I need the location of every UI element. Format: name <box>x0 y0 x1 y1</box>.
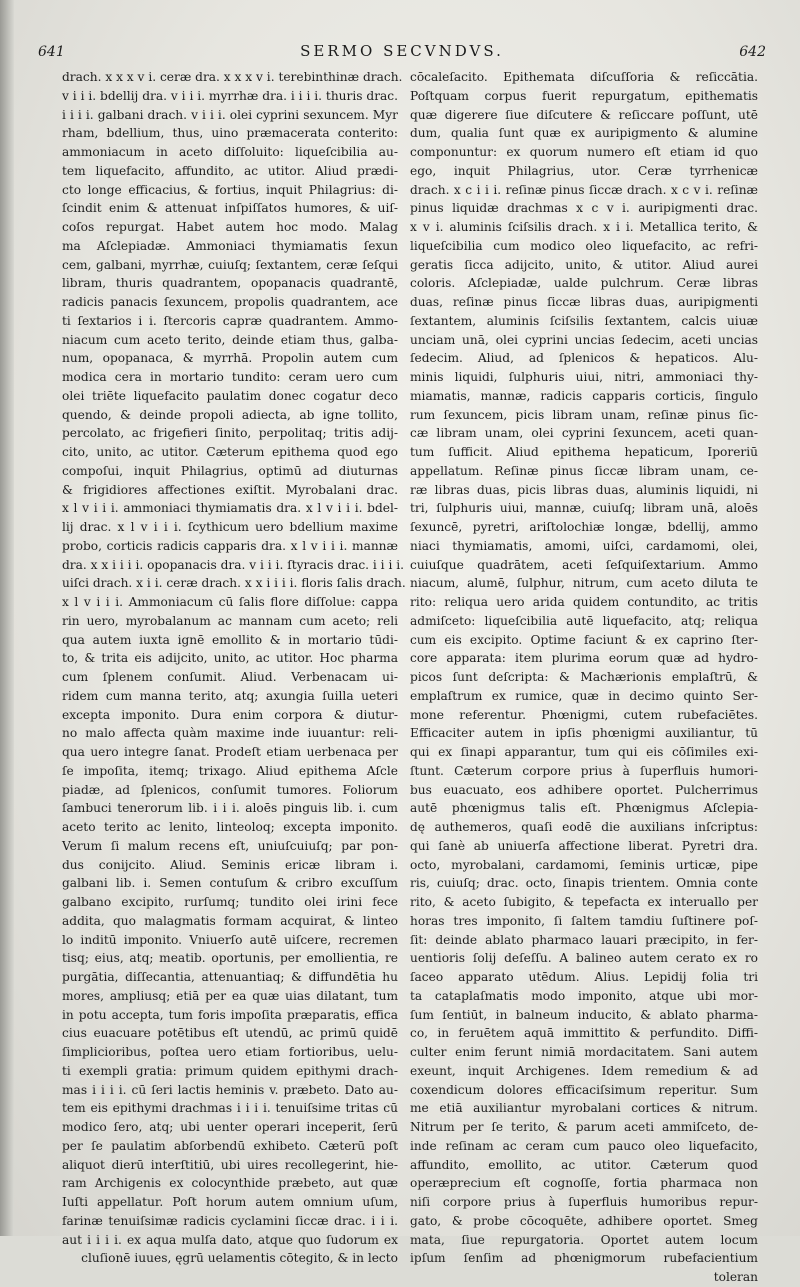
text-line: toleran <box>713 1270 758 1284</box>
text-line: aut i i i i. ex aqua mulſa dato, atque quo ſudorum ex <box>62 1232 398 1247</box>
text-line: ſextantem, aluminis ſciſsilis ſextantem, calcis uiuæ <box>410 313 758 328</box>
text-line: core apparata: item plurima eorum quæ ad hydro- <box>410 651 758 666</box>
text-line: ſum ſentiūt, in balneum inducito, & ablato pharma- <box>410 1007 758 1022</box>
text-line: i i i i. galbani drach. v i i i. olei cyprini sexuncem. Myr <box>62 107 398 122</box>
text-line: purgātia, diſſecantia, attenuantiaq; & diffundētia hu <box>62 970 398 984</box>
text-line: lo inditū imponito. Vniuerſo autē uiſcere, recremen <box>62 932 398 947</box>
text-line: culter enim ferunt nimiā mordacitatem. Sani autem <box>410 1045 758 1059</box>
text-line: dus conijcito. Aliud. Seminis ericæ libram i. <box>62 857 398 872</box>
running-header <box>38 42 766 66</box>
text-line: tum ſufficit. Aliud epithema hepaticum, Iporeriū <box>410 445 758 459</box>
text-line: excepta imponito. Dura enim corpora & diutur- <box>62 707 398 722</box>
text-line: addita, quo malagmatis formam acquirat, & linteo <box>62 913 398 928</box>
text-line: Iuſti appellatur. Poſt horum autem omnium uſum, <box>62 1195 398 1209</box>
text-line: cto longe efficacius, & fortius, inquit Philagrius: di- <box>62 182 398 197</box>
text-line: aceto terito ac lenito, linteoloq; excepta imponito. <box>62 820 398 834</box>
text-line: co, in feruētem aquā immittito & perfundito. Diffi- <box>410 1026 758 1041</box>
page-number-right: 642 <box>739 44 766 60</box>
text-line: niaci thymiamatis, amomi, uiſci, cardamomi, olei, <box>410 538 758 553</box>
text-line: dum, qualia ſunt quæ ex auripigmento & alumine <box>410 126 758 141</box>
text-line: operæprecium eſt cognoſſe, fortia pharmaca non <box>410 1176 758 1191</box>
text-line: cluſionē iuues, ęgrū uelamentis cōtegito, & in lecto <box>81 1251 398 1266</box>
text-line: x l v i i i. ammoniaci thymiamatis dra. x l v i i i. bdel- <box>62 501 398 516</box>
text-line: Efficaciter autem in ipſis phœnigmi auxiliantur, tū <box>410 726 758 741</box>
running-title: SERMO SECVNDVS. <box>300 42 504 60</box>
text-line: emplaſtrum ex rumice, quæ in decimo quinto Ser- <box>410 688 758 703</box>
text-line: coſos repurgat. Habet autem hoc modo. Malag <box>62 220 398 234</box>
text-line: radicis panacis ſexuncem, propolis quadrantem, ace <box>62 295 398 309</box>
text-line: geratis ſicca adijcito, unito, & utitor. Aliud aurei <box>410 257 758 272</box>
text-line: ammoniacum in aceto diſſoluito: liqueſcibilia au- <box>62 145 398 159</box>
text-line: me etiā auxiliantur myrobalani cortices & nitrum. <box>410 1101 758 1116</box>
text-line: mone referentur. Phœnigmi, cutem rubefaciētes. <box>410 707 758 722</box>
text-line: ma Aſclepiadæ. Ammoniaci thymiamatis ſexun <box>62 238 398 253</box>
text-line: tri, ſulphuris uiui, mannæ, cuiuſq; libram unā, aloēs <box>410 501 758 516</box>
text-line: drach. x x x v i. ceræ dra. x x x v i. terebinthinæ drach. <box>62 70 403 84</box>
text-line: qui ex ſinapi apparantur, tum qui eis cōſimiles exi- <box>410 745 758 759</box>
text-line: farinæ tenuiſsimæ radicis cyclamini ſiccæ drac. i i i. <box>62 1213 398 1228</box>
text-line: tisq; eius, atq; meatib. oportunis, per emollientia, re <box>62 951 398 966</box>
text-line: cito, unito, ac utitor. Cæterum epithema quod ego <box>62 445 398 459</box>
text-line: quæ digerere ſiue diſcutere & reſiccare poſſunt, utē <box>410 107 758 122</box>
text-line: cuiuſque quadrātem, aceti ſeſquiſextarium. Ammo <box>410 557 758 572</box>
text-line: exeunt, inquit Archigenes. Idem remedium & ad <box>410 1063 758 1078</box>
text-line: cius euacuare potētibus eſt utendū, ac primū quidē <box>62 1026 398 1041</box>
text-line: percolato, ac frigefieri ſinito, perpolitaq; tritis adij- <box>62 426 398 441</box>
text-line: uiſci drach. x i i. ceræ drach. x x i i i i. floris ſalis drach. <box>62 576 406 591</box>
text-line: aliquot dierū interſtitiū, ubi uires recollegerint, hie- <box>62 1157 398 1172</box>
text-line: modica cera in mortario tundito: ceram uero cum <box>62 370 398 384</box>
text-line: mata, ſiue repurgatoria. Oportet autem locum <box>410 1232 758 1247</box>
text-line: ram Archigenis ex colocynthide præbeto, aut quæ <box>62 1176 398 1191</box>
text-line: coloris. Aſclepiadæ, ualde pulchrum. Ceræ libras <box>410 276 758 291</box>
text-line: ridem cum manna terito, atq; axungia ſuilla ueteri <box>62 688 398 703</box>
text-line: ego, inquit Philagrius, utor. Ceræ tyrrhenicæ <box>410 163 758 178</box>
text-line: cum ſplenem conſumit. Aliud. Verbenacam ui- <box>62 670 398 684</box>
text-line: mas i i i i. cū ſeri lactis heminis v. præbeto. Dato au- <box>62 1082 398 1097</box>
text-line: componuntur: ex quorum numero eſt etiam id quo <box>410 145 758 159</box>
text-line: pinus liquidæ drachmas x c v i. auripigmenti drac. <box>410 201 758 216</box>
text-line: per ſe paulatim abſorbendū exhibeto. Cæterū poſt <box>62 1138 398 1153</box>
text-line: cum eis excipito. Optime faciunt & ex caprino ſter- <box>410 632 758 647</box>
text-line: qua uero integre ſanat. Prodeſt etiam uerbenaca per <box>62 745 398 759</box>
text-line: num, opopanaca, & myrrhā. Propolin autem cum <box>62 351 398 366</box>
text-line: miamatis, mannæ, radicis capparis corticis, ſingulo <box>410 388 758 403</box>
text-line: cæ libram unam, olei cyprini ſexuncem, aceti quan- <box>410 426 758 441</box>
text-line: to, & trita eis adijcito, unito, ac utitor. Hoc pharma <box>62 651 398 666</box>
text-line: qua autem iuxta ignē emollito & in mortario tūdi- <box>62 632 398 647</box>
text-line: v i i i. bdellij dra. v i i i. myrrhæ dra. i i i i. thuris drac. <box>62 88 398 103</box>
right-text-column <box>410 68 758 1284</box>
text-line: horas tres imponito, ſi ſaltem tamdiu ſuſtinere poſ- <box>410 913 758 928</box>
text-line: rin uero, myrobalanum ac mannam cum aceto; reli <box>62 613 398 628</box>
text-line: Poſtquam corpus fuerit repurgatum, epithematis <box>410 88 758 103</box>
text-line: ſimplicioribus, poſtea uero etiam fortioribus, uelu- <box>62 1045 398 1059</box>
text-line: gato, & probe cōcoquēte, adhibere oportet. Smeg <box>410 1213 758 1228</box>
text-line: dra. x x i i i i. opopanacis dra. v i i i. ſtyracis drac. i i i i. <box>62 557 404 572</box>
text-line: probo, corticis radicis capparis dra. x l v i i i. mannæ <box>62 538 398 553</box>
text-line: ſit: deinde ablato pharmaco lauari præcipito, in fer- <box>410 932 758 947</box>
text-line: ſcindit enim & attenuat inſpiſſatos humores, & uiſ- <box>62 201 398 216</box>
text-line: ris, cuiuſq; drac. octo, ſinapis trientem. Omnia conte <box>410 876 758 891</box>
text-line: x v i. aluminis ſciſsilis drach. x i i. Metallica terito, & <box>410 220 758 234</box>
text-line: lij drac. x l v i i i. ſcythicum uero bdellium maxime <box>62 520 398 534</box>
text-line: inde reſinam ac ceram cum pauco oleo liquefacito, <box>410 1138 758 1153</box>
text-line: quendo, & deinde propoli adiecta, ab igne tollito, <box>62 407 398 422</box>
text-line: ſtunt. Cæterum corpore prius à ſuperfluis humori- <box>410 763 758 778</box>
text-line: ræ libras duas, picis libras duas, aluminis liquidi, ni <box>410 482 758 497</box>
text-line: qui ſanè ab uniuerſa affectione liberat. Pyretri dra. <box>410 838 758 853</box>
text-line: octo, myrobalani, cardamomi, ſeminis urticæ, pipe <box>410 857 758 872</box>
text-line: niacum, alumē, ſulphur, nitrum, cum aceto diluta te <box>410 576 758 591</box>
text-line: picos ſunt deſcripta: & Machærionis emplaſtrū, & <box>410 670 758 684</box>
text-line: piadæ, ad ſplenicos, conſumit tumores. Foliorum <box>62 782 398 797</box>
text-line: niſi corpore prius à ſuperfluis humoribus repur- <box>410 1195 758 1209</box>
text-line: galbani lib. i. Semen contuſum & cribro excuſſum <box>62 876 398 891</box>
text-line: modico ſero, atq; ubi uenter operari inceperit, ſerū <box>62 1120 398 1134</box>
text-line: liqueſcibilia cum modico oleo liquefacito, ac refri- <box>410 238 758 253</box>
text-line: ipſum ſenſim ad phœnigmorum rubefacientium <box>410 1251 758 1266</box>
text-line: dę authemeros, quaſi eodē die auxilians inſcriptus: <box>410 820 758 834</box>
text-line: admiſceto: liqueſcibilia autē liquefacito, atq; reliqua <box>410 613 758 628</box>
text-line: uentioris ſolij deſeſſu. A balineo autem cerato ex ro <box>410 951 758 966</box>
text-line: x l v i i i. Ammoniacum cū ſalis flore diſſolue: cappa <box>62 595 398 609</box>
text-line: ſe impoſita, itemq; trixago. Aliud epithema Aſcle <box>62 763 398 778</box>
text-line: Verum ſi malum recens eſt, uniuſcuiuſq; par pon- <box>62 838 398 853</box>
text-line: coxendicum dolores efficaciſsimum reperitur. Sum <box>410 1082 758 1097</box>
page-number-left: 641 <box>38 44 65 60</box>
left-text-column <box>62 68 406 1266</box>
text-line: duas, reſinæ pinus ſiccæ libras duas, auripigmenti <box>410 295 758 309</box>
text-line: tem eis epithymi drachmas i i i i. tenuiſsime tritas cū <box>62 1101 398 1116</box>
text-line: in potu accepta, tum foris impoſita præparatis, effica <box>62 1007 398 1022</box>
text-line: tem liquefacito, affundito, ac utitor. Aliud prædi- <box>62 163 398 178</box>
text-line: no malo affecta quàm maxime inde iuuantur: reli- <box>62 726 398 741</box>
text-line: compoſui, inquit Philagrius, optimū ad diuturnas <box>62 463 398 478</box>
text-line: cem, galbani, myrrhæ, cuiuſq; ſextantem, ceræ ſeſqui <box>62 257 398 272</box>
text-line: ti exempli gratia: primum quidem epithymi drach- <box>62 1063 398 1078</box>
text-line: drach. x c i i i. reſinæ pinus ſiccæ drach. x c v i. reſinæ <box>410 182 758 197</box>
binding-gutter-shadow <box>0 0 14 1236</box>
text-line: niacum cum aceto terito, deinde etiam thus, galba- <box>62 332 398 347</box>
text-line: ta cataplaſmatis modo imponito, atque ubi mor- <box>410 988 758 1003</box>
text-line: ti ſextarios i i. ſtercoris capræ quadrantem. Ammo- <box>62 313 398 328</box>
text-line: ſaceo apparato utēdum. Alius. Lepidij folia tri <box>410 970 758 984</box>
text-line: libram, thuris quadrantem, opopanacis quadrantē, <box>62 276 398 291</box>
text-line: ſambuci tenerorum lib. i i i. aloēs pinguis lib. i. cum <box>62 801 398 816</box>
text-line: rito, & aceto ſubigito, & tepefacta ex interuallo per <box>410 895 758 909</box>
text-line: rum ſexuncem, picis libram unam, reſinæ pinus ſic- <box>410 407 758 422</box>
text-line: mores, ampliusq; etiā per ea quæ uias dilatant, tum <box>62 988 398 1003</box>
text-line: appellatum. Reſinæ pinus ſiccæ libram unam, ce- <box>410 463 758 478</box>
text-line: autē phœnigmus talis eſt. Phœnigmus Aſclepia- <box>410 801 758 816</box>
text-line: affundito, emollito, ac utitor. Cæterum quod <box>410 1157 758 1172</box>
text-line: & frigidiores affectiones exiſtit. Myrobalani drac. <box>62 482 398 497</box>
text-line: unciam unā, olei cyprini uncias ſedecim, aceti uncias <box>410 332 758 347</box>
text-line: rito: reliqua uero arida quidem contundito, ac tritis <box>410 595 758 609</box>
text-line: cōcaleſacito. Epithemata diſcuſſoria & reſiccātia. <box>410 70 758 84</box>
text-line: minis liquidi, ſulphuris uiui, nitri, ammoniaci thy- <box>410 370 758 384</box>
text-line: ſexuncē, pyretri, ariſtolochiæ longæ, bdellij, ammo <box>410 520 758 534</box>
text-line: ſedecim. Aliud, ad ſplenicos & hepaticos. Alu- <box>410 351 758 366</box>
text-line: rham, bdellium, thus, uino præmacerata conterito: <box>62 126 398 141</box>
text-line: bus euacuato, eos adhibere oportet. Pulcherrimus <box>410 782 758 797</box>
text-line: galbano excipito, rurſumq; tundito olei irini fece <box>62 895 398 909</box>
text-line: Nitrum per ſe terito, & parum aceti ammiſceto, de- <box>410 1120 758 1134</box>
text-line: olei triēte liquefacito paulatim donec cogatur deco <box>62 388 398 403</box>
